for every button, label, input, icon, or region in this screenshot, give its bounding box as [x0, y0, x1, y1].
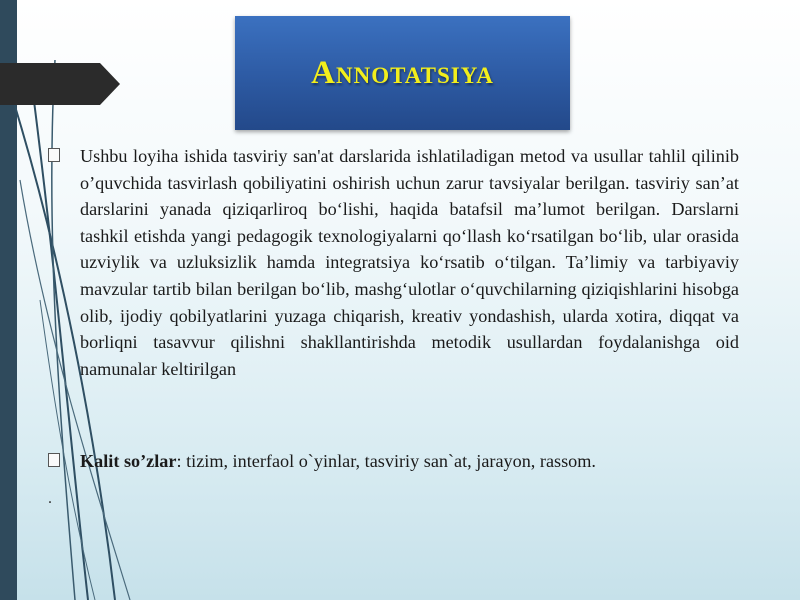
title-box [235, 16, 570, 130]
keywords-label: Kalit so’zlar [80, 451, 177, 471]
keywords-paragraph [80, 448, 739, 475]
slide-title: Annotatsiya [311, 54, 494, 91]
tab-arrow-shape [0, 63, 120, 105]
trailing-mark: . [48, 490, 52, 507]
keywords-text: : tizim, interfaol o`yinlar, tasviriy san`at, jarayon, rassom. [176, 451, 596, 471]
annotation-paragraph: Ushbu loyiha ishida tasviriy san'at darslarida ishlatiladigan metod va usullar tahlil qilinib o’quvchida tasvirlash qobiliyatini oshirish uchun zarur tavsiyalar berilgan. tasviriy san’at darslarini yanada qiziqarliroq bo‘lishi, haqida batafsil ma’lumot berilgan. Darslarni tashkil etishda yangi pedagogik texnologiyalarni qo‘llash ko‘rsatilgan bo‘lib, ular orasida uzviylik va uzluksizlik hamda integratsiya ko‘rsatib o‘tilgan. Ta’limiy va tarbiyaviy mavzular tartib bilan berilgan bo‘lib, mashg‘ulotlar o‘quvchilarning qiziqishlarini hisobga olib, ijodiy qobilyatlarini yuzaga chiqarish, kreativ yondashish, ularda xotira, diqqat va borliqni tasavvur qilishni shakllantirishda metodik usullardan foydalanishga oid namunalar keltirilgan [80, 146, 739, 379]
bullet-icon [48, 148, 60, 162]
bullet-icon [48, 453, 60, 467]
